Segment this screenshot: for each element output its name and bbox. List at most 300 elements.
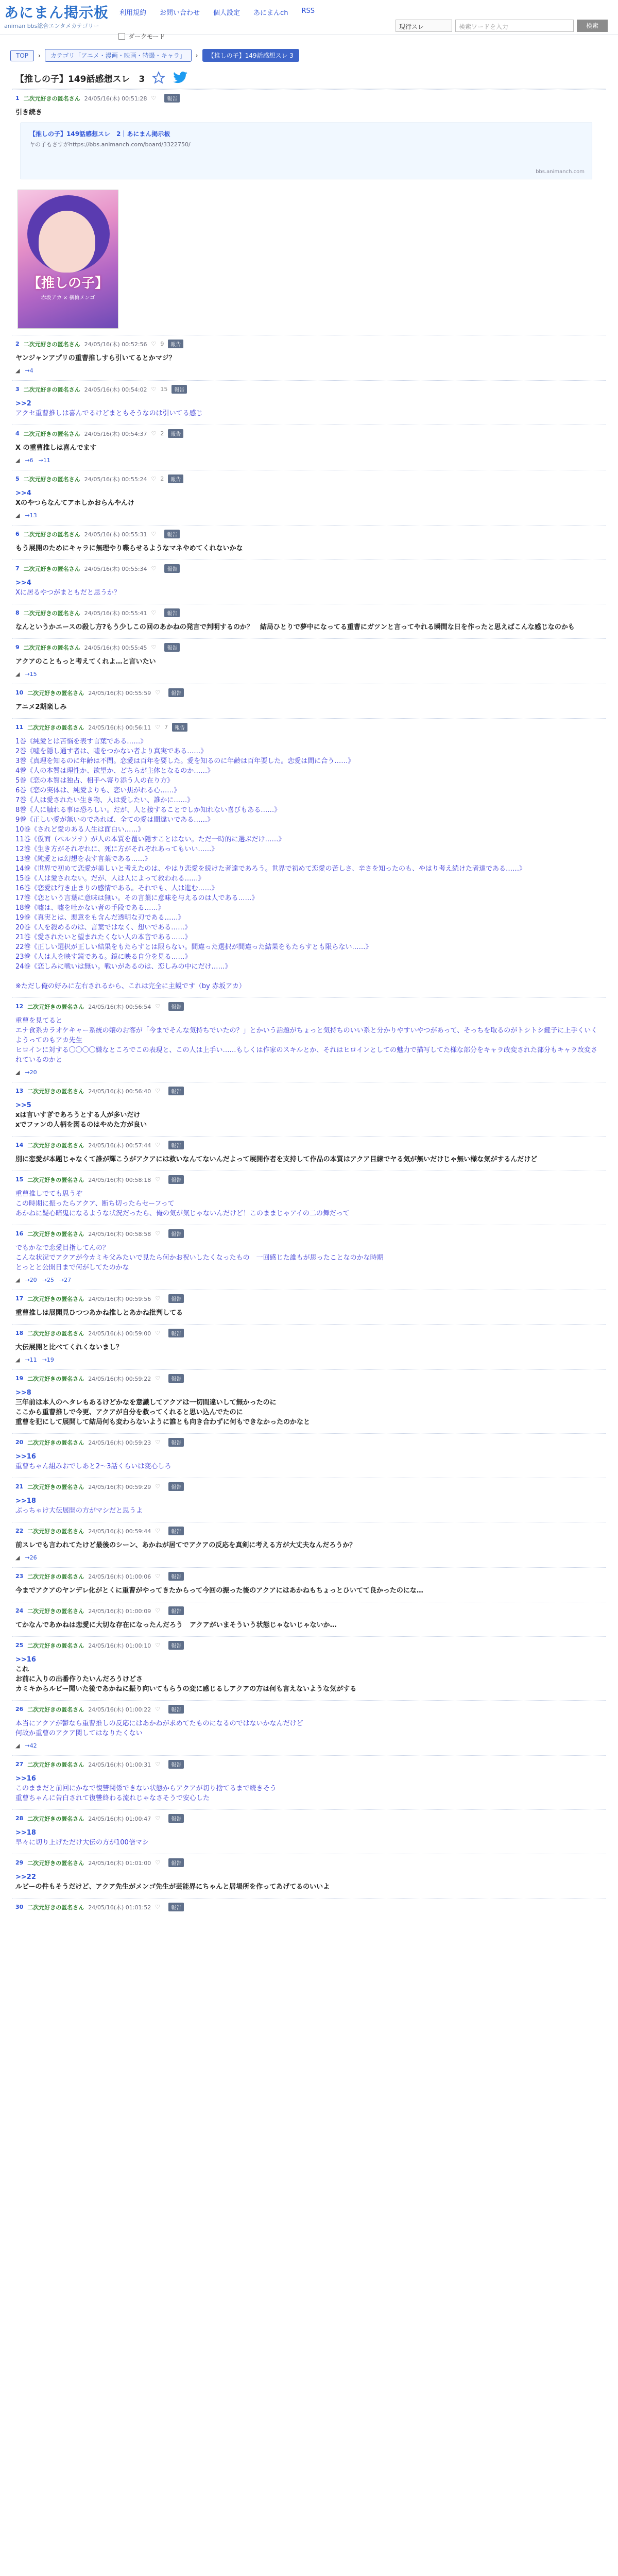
reply-anchor-link[interactable]: >>16 [15, 1453, 36, 1461]
post-number[interactable]: 6 [15, 531, 20, 537]
like-icon[interactable]: ♡ [151, 386, 157, 393]
post-text-line: 14巻《世界で初めて恋愛が美しいと考えたのは、やはり恋愛を続けた者達であろう。世界で初めて恋愛の苦しさ、辛さを知ったのも、やはり考え続けた者達である……》 [15, 865, 526, 873]
post-meta [15, 1641, 603, 1650]
post-text-line: ぶっちゃけ大伝展開の方がマシだと思うよ [15, 1507, 143, 1515]
post-body [15, 622, 603, 632]
like-icon[interactable]: ♡ [155, 1859, 161, 1866]
reply-links [15, 1554, 603, 1561]
post-body [15, 1872, 603, 1892]
post-meta [15, 1087, 603, 1095]
post-text-line: エナ食系カラオケキャー系統の嬢のお客が「今までそんな気持ちでいたの？」とかいう話題がちょっと気持ちのいい系と分かりやすいやつがあって、そっちを取るのがトシトシ鍵子に上手くいくようってのもアカ先生 [15, 1027, 598, 1044]
post-text-line: 重曹を見てると [15, 1017, 63, 1025]
preview-title[interactable]: 【推しの子】149話感想スレ 2｜あにまん掲示板 [29, 130, 170, 138]
nav-contact[interactable]: お問い合わせ [160, 9, 200, 17]
report-button[interactable]: 報告 [168, 1858, 184, 1867]
post-author: 二次元好きの匿名さん [23, 609, 80, 617]
like-icon[interactable]: ♡ [155, 1439, 161, 1446]
post-date: 24/05/16(木) 00:59:00 [88, 1330, 151, 1337]
reply-link[interactable]: →4 [25, 367, 33, 374]
post-text-line: ヤンジャンアプリの重曹推しすら引いてるとかマジ？ [15, 354, 176, 362]
report-button[interactable]: 報告 [168, 1606, 184, 1615]
reply-link[interactable]: →11 [38, 457, 50, 464]
reply-arrow-icon: ◢ [15, 1554, 20, 1561]
post-text-line [15, 972, 603, 981]
reply-anchor-link[interactable]: >>8 [15, 1389, 31, 1397]
post-body [15, 737, 603, 991]
post-text-line: ※ただし俺の好みに左右されるから、これは完全に主観です（by 赤坂アカ） [15, 982, 246, 990]
post-body [15, 1620, 603, 1630]
post-text-line: 引き続き [15, 109, 43, 116]
post-meta [15, 1858, 603, 1867]
favorite-star-icon[interactable] [152, 71, 165, 84]
logo-subtext: animan bbs総合エンタメカテゴリー [4, 23, 99, 29]
report-button[interactable]: 報告 [168, 1572, 184, 1581]
post-text-line: 12巻《生き方がそれぞれに、死に方がそれぞれあってもいい……》 [15, 845, 218, 853]
report-button[interactable]: 報告 [168, 1814, 184, 1823]
report-button[interactable]: 報告 [164, 94, 180, 103]
like-icon[interactable]: ♡ [155, 724, 161, 731]
post-date: 24/05/16(木) 00:51:28 [84, 95, 147, 102]
post-body [15, 1308, 603, 1318]
report-button[interactable]: 報告 [168, 1903, 184, 1911]
post [12, 1636, 606, 1700]
post-author: 二次元好きの匿名さん [27, 724, 84, 731]
reply-arrow-icon: ◢ [15, 367, 20, 374]
post-date: 24/05/16(木) 01:00:10 [88, 1642, 151, 1649]
post-meta [15, 1329, 603, 1337]
post [12, 1225, 606, 1290]
post [12, 560, 606, 604]
nav-terms[interactable]: 利用規約 [119, 9, 147, 17]
reply-link[interactable]: →27 [59, 1277, 72, 1283]
post-text-line: 9巻《正しい愛が無いのであれば、全ての愛は間違いである……》 [15, 816, 214, 824]
reply-link[interactable]: →11 [25, 1357, 37, 1363]
post-text-line: 21巻《愛されたいと望まれたくない人の本音である……》 [15, 934, 192, 941]
post [12, 1478, 606, 1522]
reply-link[interactable]: →19 [42, 1357, 54, 1363]
post-date: 24/05/16(木) 00:59:22 [88, 1375, 151, 1382]
post-number[interactable]: 3 [15, 386, 20, 393]
breadcrumb-thread[interactable]: 【推しの子】149話感想スレ 3 [202, 49, 299, 62]
post-meta [15, 429, 603, 438]
post-body [15, 1828, 603, 1848]
manga-cover-image[interactable] [18, 190, 118, 329]
report-button[interactable]: 報告 [168, 1002, 184, 1011]
post [12, 1567, 606, 1602]
report-button[interactable]: 報告 [168, 474, 183, 483]
post [12, 1171, 606, 1225]
post-number[interactable]: 29 [15, 1859, 24, 1866]
like-icon[interactable]: ♡ [155, 1230, 161, 1237]
cover-art-face [39, 211, 95, 273]
post-author: 二次元好きの匿名さん [27, 1088, 84, 1095]
like-icon[interactable]: ♡ [155, 1375, 161, 1382]
post-author: 二次元好きの匿名さん [27, 1573, 84, 1580]
post-text-line: 本当にアクアが鬱なら重曹推しの反応にはあかねが求めてたものになるのではないかなんだけど [15, 1720, 303, 1727]
darkmode-checkbox[interactable] [118, 33, 125, 40]
post-text-line: ヒロインに対する〇〇〇〇嫌なところでこの表現と、この人は上手い……もしくは作家のスキルとか、それはヒロインとしての魅力で描写してた様な部分をキャラ改変された部分もキャラ改変されているのかと [15, 1046, 597, 1064]
post-number[interactable]: 11 [15, 724, 24, 731]
post [12, 638, 606, 684]
post-body [15, 1655, 603, 1694]
like-icon[interactable]: ♡ [151, 531, 157, 537]
search-input[interactable]: 検索ワードを入力 [455, 20, 574, 32]
like-icon[interactable]: ♡ [151, 341, 157, 347]
post-author: 二次元好きの匿名さん [23, 531, 80, 538]
post [12, 1290, 606, 1324]
post-body [15, 544, 603, 553]
reply-anchor-link[interactable]: >>2 [15, 400, 31, 408]
post-text-line: 24巻《恋しみに戦いは無い。戦いがあるのは、恋しみの中にだけ……》 [15, 963, 232, 971]
site-logo[interactable] [4, 5, 109, 30]
post-meta [15, 1374, 603, 1383]
report-button[interactable]: 報告 [168, 1087, 184, 1095]
post-author: 二次元好きの匿名さん [27, 1761, 84, 1768]
post-number[interactable]: 16 [15, 1230, 24, 1237]
report-button[interactable]: 報告 [168, 1641, 184, 1650]
like-icon[interactable]: ♡ [151, 95, 157, 101]
search-button[interactable]: 検索 [577, 20, 608, 32]
reply-arrow-icon: ◢ [15, 512, 20, 519]
report-button[interactable]: 報告 [168, 688, 184, 697]
reply-link[interactable]: →15 [25, 671, 37, 677]
post-date: 24/05/16(木) 00:55:59 [88, 689, 151, 697]
post-date: 24/05/16(木) 00:54:37 [84, 430, 147, 437]
post [12, 470, 606, 525]
post-meta [15, 530, 603, 538]
post-meta [15, 608, 603, 617]
post-list [0, 89, 618, 1923]
post-body [15, 488, 603, 508]
post-author: 二次元好きの匿名さん [27, 689, 84, 697]
report-button[interactable]: 報告 [168, 429, 183, 438]
reply-links [15, 457, 603, 464]
post-number[interactable]: 30 [15, 1904, 24, 1910]
site-header [0, 0, 618, 35]
post-date: 24/05/16(木) 00:55:24 [84, 476, 147, 483]
post-number[interactable]: 23 [15, 1573, 24, 1580]
like-icon[interactable]: ♡ [155, 1176, 161, 1183]
report-button[interactable]: 報告 [168, 1482, 184, 1491]
like-icon[interactable]: ♡ [155, 1295, 161, 1302]
reply-link[interactable]: →13 [25, 512, 37, 519]
darkmode-toggle[interactable] [118, 32, 618, 41]
post-number[interactable]: 8 [15, 609, 20, 616]
reply-links [15, 1357, 603, 1363]
report-button[interactable]: 報告 [168, 340, 183, 348]
breadcrumb-top[interactable]: TOP [10, 50, 34, 61]
reply-arrow-icon: ◢ [15, 671, 20, 677]
post-body [15, 702, 603, 712]
report-button[interactable]: 報告 [172, 723, 187, 732]
post-date: 24/05/16(木) 00:58:18 [88, 1176, 151, 1183]
report-button[interactable]: 報告 [164, 530, 180, 538]
like-icon[interactable]: ♡ [155, 1003, 161, 1010]
post-body [15, 108, 603, 117]
report-button[interactable]: 報告 [168, 1527, 184, 1535]
like-icon[interactable]: ♡ [155, 1330, 161, 1336]
post-number[interactable]: 17 [15, 1295, 24, 1302]
post-author: 二次元好きの匿名さん [27, 1642, 84, 1649]
report-button[interactable]: 報告 [168, 1705, 184, 1714]
post-text-line: 17巻《恋という言葉に意味は無い。その言葉に意味を与えるのは人である……》 [15, 894, 259, 902]
breadcrumb-category[interactable]: カテゴリ「アニメ・漫画・映画・特撮・キャラ」 [45, 49, 192, 62]
like-icon[interactable]: ♡ [151, 476, 157, 482]
reply-arrow-icon: ◢ [15, 1069, 20, 1076]
post-number[interactable]: 4 [15, 430, 20, 437]
reply-anchor-link[interactable]: >>4 [15, 579, 31, 587]
post-number[interactable]: 21 [15, 1483, 24, 1490]
post-number[interactable]: 20 [15, 1439, 24, 1446]
reply-links [15, 512, 603, 519]
post [12, 1136, 606, 1171]
like-icon[interactable]: ♡ [155, 1088, 161, 1094]
post-author: 二次元好きの匿名さん [23, 341, 80, 348]
link-preview-card[interactable] [21, 123, 592, 179]
post-text-line: 別に恋愛が本題じゃなくて誰が輝こうがアクアには救いなんてないんだよって展開作者を支持して作品の本質はアクア目線でヤる気が無いだけじゃ無い様な気がするんだけど [15, 1156, 538, 1163]
like-icon[interactable]: ♡ [155, 1815, 161, 1822]
post-author: 二次元好きの匿名さん [27, 1483, 84, 1490]
post-text-line: ここから重曹推しで今更、アクアが自分を救ってくれると思い込んでたのに [15, 1409, 243, 1416]
like-icon[interactable]: ♡ [155, 1904, 161, 1910]
post-text-line: でもかなで恋愛目指してんの？ [15, 1244, 110, 1252]
post [12, 1433, 606, 1478]
post-body [15, 1586, 603, 1596]
post [12, 1082, 606, 1136]
reply-anchor-link[interactable]: >>22 [15, 1873, 36, 1881]
post-meta [15, 1175, 603, 1184]
like-icon[interactable]: ♡ [155, 1142, 161, 1148]
post-text-line: 三年前は本人のヘタレもあるけどかなを意識してアクアは一切間違いして無かったのに [15, 1399, 277, 1406]
post-date: 24/05/16(木) 00:59:44 [88, 1528, 151, 1535]
reply-anchor-link[interactable]: >>18 [15, 1497, 36, 1505]
post-text-line: 今までアクアのヤンデレ化がとくに重曹がやってきたからって今回の振った後のアクアにはあかねもちょっとひいてて良かったのにな… [15, 1587, 423, 1595]
post-meta [15, 1294, 603, 1303]
post-number[interactable]: 18 [15, 1330, 24, 1336]
post-number[interactable]: 24 [15, 1607, 24, 1614]
post-author: 二次元好きの匿名さん [27, 1859, 84, 1867]
post-number[interactable]: 7 [15, 565, 20, 572]
reply-anchor-link[interactable]: >>16 [15, 1775, 36, 1783]
breadcrumb-sep-icon: › [38, 52, 41, 59]
report-button[interactable]: 報告 [171, 385, 187, 394]
post-number[interactable]: 22 [15, 1528, 24, 1534]
cover-subtitle: 赤坂アカ × 横槍メンゴ [41, 295, 95, 301]
preview-url: ヤの子もさすがhttps://bbs.animanch.com/board/3322750/ [29, 141, 191, 148]
report-button[interactable]: 報告 [164, 643, 180, 652]
top-nav [119, 7, 315, 17]
post-text-line: 8巻《人に触れる事は恐ろしい。だが、人と接することでしか知れない喜びもある……》 [15, 806, 281, 814]
post [12, 380, 606, 425]
report-button[interactable]: 報告 [168, 1294, 184, 1303]
post-text-line: 早々に切り上げただけ大伝の方が100倍マシ [15, 1839, 149, 1846]
post-author: 二次元好きの匿名さん [27, 1706, 84, 1713]
reply-link[interactable]: →25 [42, 1277, 54, 1283]
post-author: 二次元好きの匿名さん [23, 565, 80, 572]
post-date: 24/05/16(木) 01:00:22 [88, 1706, 151, 1713]
post-body [15, 1189, 603, 1218]
reply-link[interactable]: →26 [25, 1554, 37, 1561]
like-icon[interactable]: ♡ [151, 430, 157, 437]
search-bar [396, 20, 608, 32]
page-title: 【推しの子】149話感想スレ 3 [15, 74, 145, 84]
post [12, 525, 606, 560]
post-body [15, 1388, 603, 1427]
post-text-line: xは言いすぎであろうとする人が多いだけ [15, 1111, 141, 1119]
post-text-line: アニメ2期楽しみ [15, 703, 67, 711]
post [12, 684, 606, 718]
post-number[interactable]: 10 [15, 689, 24, 696]
reply-link[interactable]: →6 [25, 457, 33, 464]
post-author: 二次元好きの匿名さん [27, 1295, 84, 1302]
report-button[interactable]: 報告 [168, 1760, 184, 1769]
post-text-line: xでファンの人柄を図るのはやめた方が良い [15, 1121, 147, 1129]
post-number[interactable]: 25 [15, 1642, 24, 1649]
post-text-line: 1巻《純愛とは苦悩を表す言葉である……》 [15, 738, 147, 745]
reply-anchor-link[interactable]: >>18 [15, 1829, 36, 1837]
post-number[interactable]: 19 [15, 1375, 24, 1382]
post-author: 二次元好きの匿名さん [23, 386, 80, 393]
post [12, 1898, 606, 1923]
post-number[interactable]: 28 [15, 1815, 24, 1822]
like-icon[interactable]: ♡ [151, 609, 157, 616]
post [12, 425, 606, 470]
post-number[interactable]: 15 [15, 1176, 24, 1183]
post-body [15, 1496, 603, 1516]
like-icon[interactable]: ♡ [155, 689, 161, 696]
post-text-line: 重曹推しは展開見ひつつあかね推しとあかね批判してる [15, 1309, 183, 1317]
post-date: 24/05/16(木) 00:57:44 [88, 1142, 151, 1149]
like-icon[interactable]: ♡ [155, 1607, 161, 1614]
search-scope-select[interactable]: 現行スレ [396, 20, 452, 32]
post-number[interactable]: 27 [15, 1761, 24, 1768]
like-icon[interactable]: ♡ [151, 644, 157, 651]
cover-title: 【推しの子】 [27, 276, 108, 291]
post-date: 24/05/16(木) 00:55:41 [84, 609, 147, 617]
post-meta [15, 1141, 603, 1149]
post-text-line: アクアのこともっと考えてくれよ…と言いたい [15, 658, 156, 666]
reply-anchor-link[interactable]: >>16 [15, 1656, 36, 1664]
post-body [15, 1540, 603, 1550]
post-number[interactable]: 2 [15, 341, 20, 347]
post-text-line: 2巻《嘘を隠し通す者は、嘘をつかない者より真実である……》 [15, 748, 208, 755]
like-icon[interactable]: ♡ [155, 1483, 161, 1490]
post-text-line: 20巻《人を殺めるのは、言葉ではなく、想いである……》 [15, 924, 192, 931]
post-text-line: このままだと前回にかなで復讐関係できない状態からアクアが切り捨てるまで続きそう [15, 1785, 277, 1792]
like-icon[interactable]: ♡ [155, 1706, 161, 1713]
post-date: 24/05/16(木) 00:58:58 [88, 1230, 151, 1238]
post-body [15, 578, 603, 598]
post-text-line: 3巻《真理を知るのに年齢は不問。恋愛は百年を要した。愛を知るのに年齢は百年要した。恋愛は間に合う……》 [15, 757, 355, 765]
like-count: 9 [160, 341, 164, 347]
post-author: 二次元好きの匿名さん [27, 1142, 84, 1149]
post-date: 24/05/16(木) 00:56:11 [88, 724, 151, 731]
post-number[interactable]: 13 [15, 1088, 24, 1094]
post [12, 997, 606, 1082]
post-body [15, 443, 603, 453]
post-body [15, 1774, 603, 1803]
report-button[interactable]: 報告 [168, 1438, 184, 1447]
post-text-line: 4巻《人の本質は理性か、欲望か、どちらが主体となるのか……》 [15, 767, 214, 775]
post-text-line: 重曹を犯にして展開して結局何も変わらないように誰とも向き合わずに何もできなかったのかなと [15, 1418, 311, 1426]
post [12, 1522, 606, 1567]
report-button[interactable]: 報告 [164, 608, 180, 617]
reply-links [15, 1742, 603, 1749]
post-date: 24/05/16(木) 01:00:09 [88, 1607, 151, 1615]
post-number[interactable]: 9 [15, 644, 20, 651]
post-meta [15, 723, 603, 732]
like-icon[interactable]: ♡ [155, 1761, 161, 1768]
post-body [15, 1155, 603, 1164]
breadcrumb [10, 49, 618, 62]
post-author: 二次元好きの匿名さん [23, 95, 80, 102]
report-button[interactable]: 報告 [164, 564, 180, 573]
post-date: 24/05/16(木) 00:56:54 [88, 1003, 151, 1010]
reply-link[interactable]: →20 [25, 1069, 37, 1076]
post-meta [15, 1572, 603, 1581]
reply-arrow-icon: ◢ [15, 457, 20, 464]
post-date: 24/05/16(木) 00:55:31 [84, 531, 147, 538]
post-author: 二次元好きの匿名さん [23, 644, 80, 651]
post-text-line: 11巻《仮面（ペルソナ）が人の本質を覆い隠すことはない。ただ一時的に選ぶだけ……》 [15, 836, 285, 843]
like-icon[interactable]: ♡ [155, 1528, 161, 1534]
report-button[interactable]: 報告 [168, 1175, 184, 1184]
post-author: 二次元好きの匿名さん [27, 1815, 84, 1822]
post-meta [15, 1903, 603, 1911]
report-button[interactable]: 報告 [168, 1229, 184, 1238]
post-text-line: こんな状況でアクアが今カミキ父みたいで見たら何かお祝いしたくなったもの 一回感じた誰もが思ったことなのかな時期 [15, 1254, 384, 1262]
post-date: 24/05/16(木) 01:00:47 [88, 1815, 151, 1822]
report-button[interactable]: 報告 [168, 1374, 184, 1383]
post-body [15, 1343, 603, 1352]
post [12, 1369, 606, 1433]
post-text-line: 重曹ちゃん組みおでしあと2〜3話くらいは変心しろ [15, 1463, 171, 1470]
like-icon[interactable]: ♡ [155, 1573, 161, 1580]
reply-links [15, 367, 603, 374]
post-text-line: 前スレでも言われてたけど最後のシーン、あかねが居てでアクアの反応を真剣に考える方が大丈夫なんだろうか？ [15, 1541, 356, 1549]
twitter-share-icon[interactable] [173, 71, 188, 84]
post-text-line: 18巻《嘘は、嘘を吐かない者の手段である……》 [15, 904, 165, 912]
reply-link[interactable]: →42 [25, 1742, 37, 1749]
post-number[interactable]: 26 [15, 1706, 24, 1713]
post-text-line: X の重曹推しは喜んでます [15, 444, 97, 452]
post-number[interactable]: 12 [15, 1003, 24, 1010]
post-date: 24/05/16(木) 00:55:45 [84, 644, 147, 651]
report-button[interactable]: 報告 [168, 1141, 184, 1149]
nav-settings[interactable]: 個人設定 [213, 9, 241, 17]
post-meta [15, 1705, 603, 1714]
reply-anchor-link[interactable]: >>4 [15, 489, 31, 497]
post-text-line: あかねに疑心暗鬼になるような状況だったら、俺の気が気じゃないんだけど！このままじゃアイの二の舞だって [15, 1210, 350, 1217]
post-number[interactable]: 1 [15, 95, 20, 101]
like-icon[interactable]: ♡ [155, 1642, 161, 1649]
post [12, 718, 606, 997]
post-text-line: Xのやつらなんてアホしかおらんやんけ [15, 499, 135, 507]
reply-link[interactable]: →20 [25, 1277, 37, 1283]
like-icon[interactable]: ♡ [151, 565, 157, 572]
post-body [15, 657, 603, 667]
nav-animanch[interactable]: あにまんch [253, 9, 288, 17]
post-text-line: とっとと公開日まで何がしてたのかな [15, 1264, 129, 1272]
post-author: 二次元好きの匿名さん [23, 430, 80, 437]
report-button[interactable]: 報告 [168, 1329, 184, 1337]
post-body [15, 1100, 603, 1130]
reply-links [15, 1069, 603, 1076]
post-number[interactable]: 14 [15, 1142, 24, 1148]
nav-rss[interactable]: RSS [301, 7, 315, 15]
post-number[interactable]: 5 [15, 476, 20, 482]
reply-anchor-link[interactable]: >>5 [15, 1101, 31, 1109]
